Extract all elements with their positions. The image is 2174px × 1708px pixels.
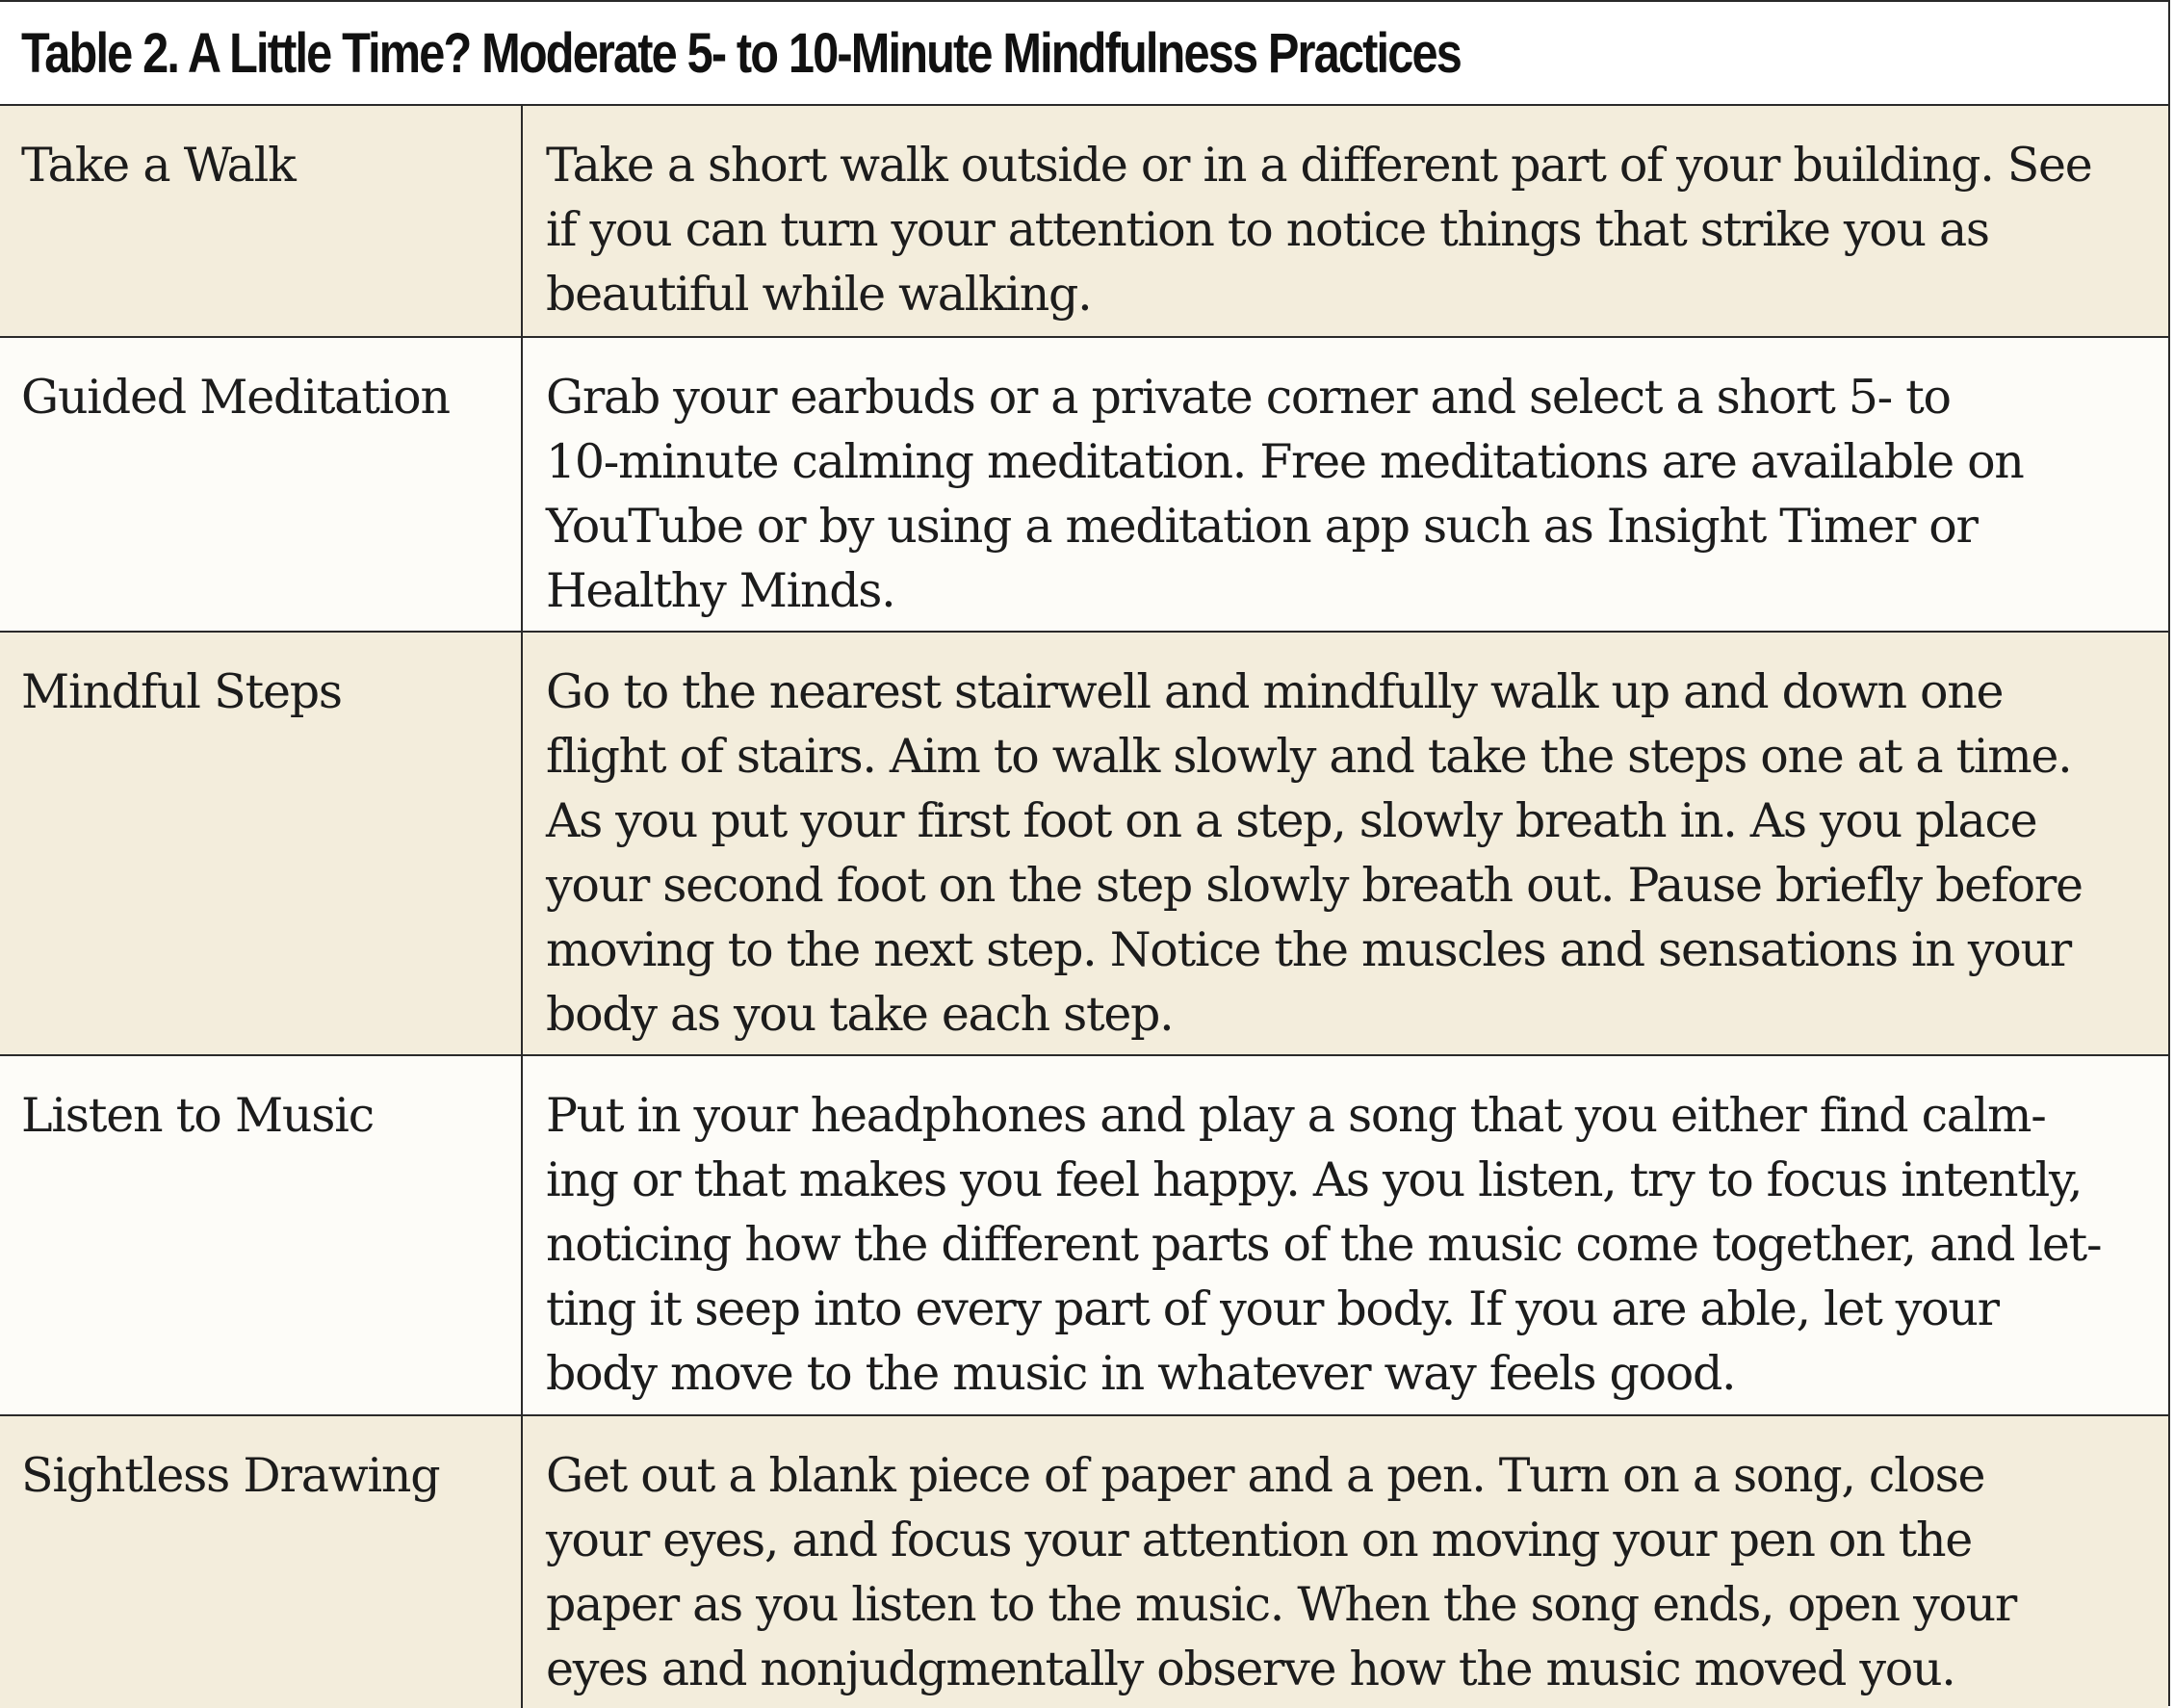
description-line: moving to the next step. Notice the muscles and sensations in your xyxy=(546,922,2071,977)
description-line: body move to the music in whatever way feels good. xyxy=(546,1346,1736,1401)
description-line: ing or that makes you feel happy. As you listen, try to focus intently, xyxy=(546,1152,2083,1207)
description-line: 10-minute calming meditation. Free meditations are available on xyxy=(546,434,2024,489)
description-line: beautiful while walking. xyxy=(546,267,1092,322)
table-row xyxy=(0,1416,2168,1708)
practice-description xyxy=(523,633,2168,1054)
description-line: eyes and nonjudgmentally observe how the music moved you. xyxy=(546,1642,1955,1696)
practice-name: Take a Walk xyxy=(0,106,523,336)
description-line: Go to the nearest stairwell and mindfully walk up and down one xyxy=(546,664,2004,719)
practice-name: Guided Meditation xyxy=(0,338,523,631)
practice-description xyxy=(523,1056,2168,1414)
practice-name: Mindful Steps xyxy=(0,633,523,1054)
table-row xyxy=(0,338,2168,633)
description-line: if you can turn your attention to notice things that strike you as xyxy=(546,202,1989,257)
practice-description xyxy=(523,338,2168,631)
description-line: Put in your headphones and play a song that you either find calm- xyxy=(546,1088,2046,1143)
practice-name: Listen to Music xyxy=(0,1056,523,1414)
description-line: body as you take each step. xyxy=(546,987,1174,1042)
practice-description xyxy=(523,1416,2168,1708)
table-row xyxy=(0,633,2168,1056)
description-line: Grab your earbuds or a private corner and select a short 5- to xyxy=(546,370,1951,425)
description-line: Healthy Minds. xyxy=(546,563,895,618)
description-line: Get out a blank piece of paper and a pen. Turn on a song, close xyxy=(546,1448,1985,1503)
description-line: Take a short walk outside or in a different part of your building. See xyxy=(546,138,2092,193)
practice-description xyxy=(523,106,2168,336)
table-caption xyxy=(0,2,2168,106)
description-line: ting it seep into every part of your body. If you are able, let your xyxy=(546,1281,1999,1336)
description-line: As you put your first foot on a step, slowly breath in. As you place xyxy=(546,793,2037,848)
table-row xyxy=(0,1056,2168,1416)
description-line: noticing how the different parts of the music come together, and let- xyxy=(546,1217,2102,1272)
description-line: YouTube or by using a meditation app such as Insight Timer or xyxy=(546,499,1978,554)
description-line: flight of stairs. Aim to walk slowly and take the steps one at a time. xyxy=(546,729,2072,784)
description-line: your second foot on the step slowly breath out. Pause briefly before xyxy=(546,858,2083,913)
description-line: your eyes, and focus your attention on moving your pen on the xyxy=(546,1513,1972,1567)
table-row xyxy=(0,106,2168,338)
table-title: Table 2. A Little Time? Moderate 5- to 10-Minute Mindfulness Practices xyxy=(21,21,1461,85)
practice-name: Sightless Drawing xyxy=(0,1416,523,1708)
description-line: paper as you listen to the music. When the song ends, open your xyxy=(546,1577,2017,1632)
